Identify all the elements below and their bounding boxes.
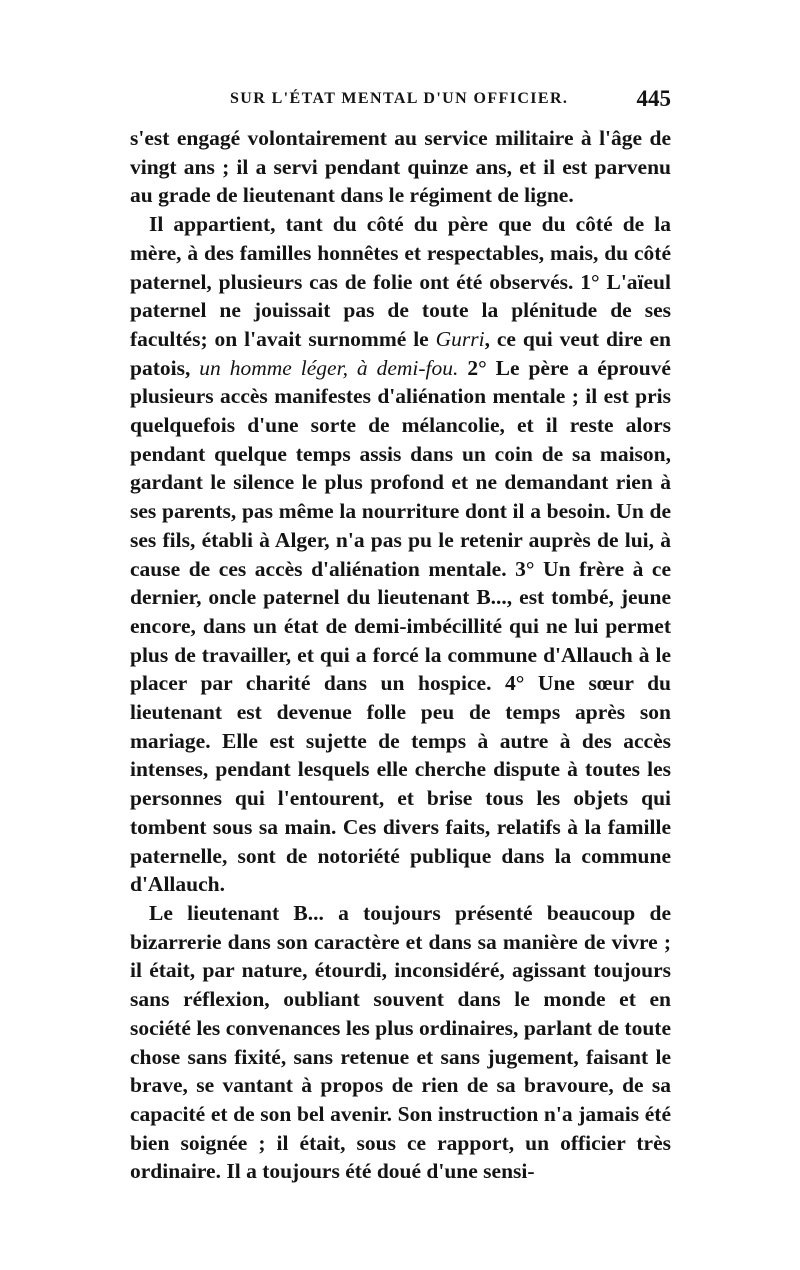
page-number: 445 [636,86,671,111]
paragraph-text: 2° Le père a éprouvé plusieurs accès manifestes d'aliénation mentale ; il est pris quelquefois d'une sorte de mélancolie, et il reste alors pendant quelque temps assis dans un coin de sa maison, gardant le silence le plus profond et ne demandant rien à ses parents, pas même la nourriture dont il a besoin. Un de ses fils, établi à Alger, n'a pas pu le retenir auprès de lui, à cause de ces accès d'aliénation mentale. 3° Un frère à ce dernier, oncle paternel du lieutenant B..., est tombé, jeune encore, dans un état de demi-imbécillité qui ne lui permet plus de travailler, et qui a forcé la commune d'Allauch à le placer par charité dans un hospice. 4° Une sœur du lieutenant est devenue folle peu de temps après son mariage. Elle est sujette de temps à autre à des accès intenses, pendant lesquels elle cherche dispute à toutes les personnes qui l'entourent, et brise tous les objets qui tombent sous sa main. Ces divers faits, relatifs à la famille paternelle, sont de notoriété publique dans la commune d'Allauch. [130,355,671,897]
paragraph-text: Il appartient, tant du côté du père que du côté de la mère, à des familles honnêtes et respectables, mais, du côté paternel, plusieurs cas de folie ont été observés. 1° L'aïeul paternel ne jouissait pas de toute la plénitude de ses facultés; on l'avait surnommé le [130,212,671,351]
running-title: SUR L'ÉTAT MENTAL D'UN OFFICIER. [230,90,569,107]
paragraph-continued: s'est engagé volontairement au service militaire à l'âge de vingt ans ; il a servi pendant quinze ans, et il est parvenu au grade de lieutenant dans le régiment de ligne. [130,126,671,208]
italic-nickname: Gurri [435,326,485,351]
paragraph-family-history [130,210,671,899]
paragraph-text: , ce qui veut dire en patois, [130,326,671,380]
paragraph-character: Le lieutenant B... a toujours présenté beaucoup de bizarrerie dans son caractère et dans sa manière de vivre ; il était, par nature, étourdi, inconsidéré, agissant toujours sans réflexion, oubliant souvent dans le monde et en société les convenances les plus ordinaires, parlant de toute chose sans fixité, sans retenue et sans jugement, faisant le brave, se vantant à propos de rien de sa bravoure, de sa capacité et de son bel avenir. Son instruction n'a jamais été bien soignée ; il était, sous ce rapport, un officier très ordinaire. Il a toujours été doué d'une sensi- [130,900,671,1184]
italic-translation: un homme léger, à demi-fou. [199,355,459,380]
body-text [130,124,671,1186]
page-header [130,88,671,118]
